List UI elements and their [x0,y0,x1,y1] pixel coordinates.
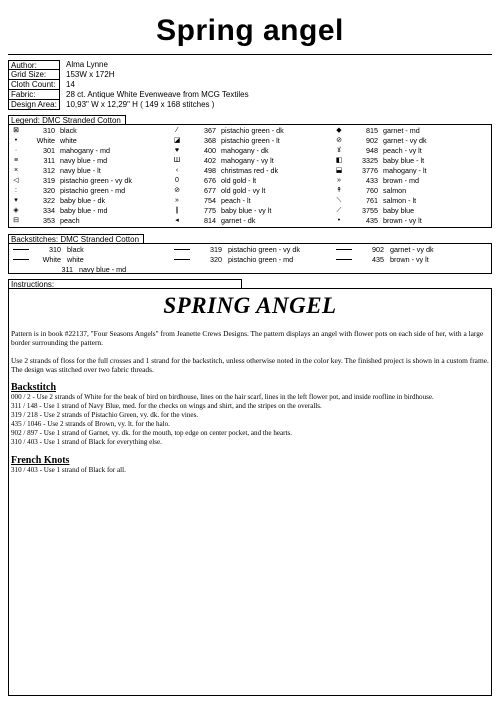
backstitch-line-icon [336,259,352,260]
info-row-cloth-count [8,80,249,90]
floss-name: mahogany - dk [221,146,269,155]
floss-code: White [42,255,61,264]
stitch-symbol-icon: Ш [173,157,181,164]
stitch-symbol-icon: ⊠ [13,127,19,134]
legend-item [172,176,330,185]
legend-item [172,206,330,215]
floss-code: 435 [372,255,384,264]
stitch-symbol-icon: ⟍ [336,197,342,204]
floss-name: salmon [383,186,407,195]
legend-table [8,124,492,228]
intro-paragraph: Pattern is in book #22137, "Four Seasons Angels" from Jeanette Crews Designs. The pattern displays an angel with flower pots on each side of her, with a large border surrounding the pattern. [11,329,484,347]
backstitch-item [172,255,330,264]
legend-item [11,206,169,215]
floss-name: black [67,245,84,254]
floss-name: pistachio green - lt [221,136,280,145]
legend-item [334,166,492,175]
floss-name: baby blue - lt [383,156,425,165]
backstitch-item [23,265,181,274]
floss-code: 319 [210,245,222,254]
backstitch-line-icon [336,249,352,250]
strands-paragraph: Use 2 strands of floss for the full crosses and 1 strand for the backstitch, unless otherwise noted in the color key. The finished project is shown in a custom frame. The design was stitched over two fabric threads. [11,356,489,374]
info-label: Fabric: [8,90,60,100]
floss-code: 402 [204,156,216,165]
stitch-symbol-icon: ⊘ [336,137,342,144]
stitch-symbol-icon: ↟ [336,187,342,194]
legend-item [172,146,330,155]
floss-code: 677 [204,186,216,195]
backstitch-table [8,243,492,274]
info-value: 153W x 172H [66,70,115,79]
legend-item [334,176,492,185]
floss-code: 310 [49,245,61,254]
floss-name: mahogany - lt [383,166,427,175]
french-knots-instructions [9,466,491,475]
stitch-symbol-icon: ◆ [336,127,342,134]
floss-name: old gold - lt [221,176,257,185]
floss-code: 311 [43,156,55,165]
stitch-symbol-icon: ◧ [335,157,343,164]
info-row-grid-size [8,70,249,80]
floss-name: old gold - vy lt [221,186,266,195]
floss-name: navy blue - md [79,265,127,274]
floss-code: 320 [210,255,222,264]
floss-code: 334 [43,206,55,215]
floss-name: brown - vy lt [383,216,422,225]
floss-code: 498 [204,166,216,175]
floss-name: pistachio green - md [228,255,294,264]
backstitch-line-icon [13,249,29,250]
floss-name: mahogany - md [60,146,110,155]
floss-name: black [60,126,77,135]
floss-code: 312 [43,166,55,175]
floss-code: 815 [366,126,378,135]
legend-header: Legend: DMC Stranded Cotton [8,115,126,125]
backstitch-item [172,245,330,254]
stitch-symbol-icon: ◁ [13,177,19,184]
legend-item [334,216,492,225]
backstitch-item [11,255,169,264]
backstitch-line-icon [174,259,190,260]
backstitch-instruction-line: 310 / 403 - Use 1 strand of Black for everything else. [11,438,162,446]
legend-item [172,216,330,225]
legend-item [11,156,169,165]
stitch-symbol-icon: » [175,197,179,204]
info-value: 28 ct. Antique White Evenweave from MCG Textiles [66,90,249,99]
floss-code: 311 [61,265,73,274]
floss-code: 3755 [362,206,378,215]
stitch-symbol-icon: ⊘ [174,187,180,194]
info-row-fabric [8,90,249,100]
info-label: Author: [8,60,60,70]
stitch-symbol-icon: ⬓ [335,167,343,174]
floss-code: 433 [366,176,378,185]
legend-item [11,186,169,195]
backstitch-section-title: Backstitch [11,382,56,393]
stitch-symbol-icon: ⁄ [176,127,178,134]
floss-name: pistachio green - vy dk [60,176,132,185]
floss-name: pistachio green - md [60,186,126,195]
floss-name: white [60,136,77,145]
info-row-author [8,60,249,70]
stitch-symbol-icon: ∥ [175,207,179,214]
instructions-panel [8,288,492,696]
stitch-symbol-icon: ‹ [175,167,179,174]
legend-item [172,126,330,135]
floss-code: 3776 [362,166,378,175]
floss-code: White [36,136,55,145]
floss-code: 435 [366,216,378,225]
legend-item [172,136,330,145]
floss-name: baby blue - dk [60,196,106,205]
info-row-design-area [8,100,249,110]
floss-name: christmas red - dk [221,166,279,175]
stitch-symbol-icon: » [337,177,341,184]
floss-name: garnet - vy dk [390,245,434,254]
legend-item [334,206,492,215]
floss-name: garnet - md [383,126,420,135]
legend-item [334,156,492,165]
stitch-symbol-icon: · [14,147,18,154]
backstitch-header: Backstitches: DMC Stranded Cotton [8,234,144,244]
backstitch-item [11,245,169,254]
stitch-symbol-icon: ♥ [174,147,180,154]
instructions-header: Instructions: [8,279,242,289]
stitch-symbol-icon: ꙋ [337,147,341,154]
stitch-symbol-icon: 0 [175,177,179,184]
floss-name: pistachio green - vy dk [228,245,300,254]
floss-name: peach [60,216,80,225]
stitch-symbol-icon: ⟋ [336,207,342,214]
info-value: Alma Lynne [66,60,108,69]
floss-code: 353 [43,216,55,225]
floss-name: brown - md [383,176,419,185]
floss-code: 676 [204,176,216,185]
legend-item [334,186,492,195]
floss-code: 760 [366,186,378,195]
floss-name: baby blue [383,206,415,215]
backstitch-instruction-line: 000 / 2 - Use 2 strands of White for the beak of bird on birdhouse, lines on the hair scarf, lines in the left flower pot, and inside roofline in birdhouse. [11,393,434,401]
stitch-symbol-icon: × [13,167,19,174]
legend-item [172,186,330,195]
backstitch-instruction-line: 902 / 897 - Use 1 strand of Garnet, vy. dk. for the mouth, top edge on center pocket, and the hearts. [11,429,293,437]
legend-item [11,146,169,155]
floss-code: 368 [204,136,216,145]
floss-name: navy blue - md [60,156,108,165]
legend-item [172,166,330,175]
info-value: 10,93" W x 12,29" H ( 149 x 168 stitches ) [66,100,215,109]
backstitch-line-icon [13,259,29,260]
backstitch-item [334,255,492,264]
stitch-symbol-icon: : [15,187,17,194]
floss-name: pistachio green - dk [221,126,284,135]
legend-item [172,196,330,205]
info-table [8,60,249,110]
floss-code: 814 [204,216,216,225]
instructions-title: SPRING ANGEL [163,293,337,318]
backstitch-instruction-line: 435 / 1046 - Use 2 strands of Brown, vy. lt. for the halo. [11,420,170,428]
floss-code: 775 [204,206,216,215]
legend-item [11,196,169,205]
stitch-symbol-icon: ◈ [13,207,19,214]
floss-name: garnet - vy dk [383,136,427,145]
floss-code: 902 [366,136,378,145]
stitch-symbol-icon: ◪ [173,137,181,144]
info-value: 14 [66,80,75,89]
backstitch-instruction-line: 319 / 218 - Use 2 strands of Pistachio Green, vy. dk. for the vines. [11,411,199,419]
floss-code: 948 [366,146,378,155]
floss-name: garnet - dk [221,216,256,225]
floss-code: 754 [204,196,216,205]
legend-item [11,166,169,175]
legend-item [11,136,169,145]
pattern-title: Spring angel [156,14,344,47]
french-knots-section-title: French Knots [11,455,70,466]
legend-item [11,216,169,225]
floss-code: 367 [204,126,216,135]
backstitch-instruction-line: 311 / 148 - Use 1 strand of Navy Blue, med. for the checks on wings and shirt, and the stripes on the overalls. [11,402,322,410]
info-label: Grid Size: [8,70,60,80]
floss-name: white [67,255,84,264]
floss-code: 761 [366,196,378,205]
legend-item [172,156,330,165]
floss-code: 320 [43,186,55,195]
floss-name: baby blue - vy lt [221,206,272,215]
french-knot-instruction-line: 310 / 403 - Use 1 strand of Black for all. [11,466,126,474]
stitch-symbol-icon: ⊟ [13,217,19,224]
stitch-symbol-icon: • [14,137,18,144]
legend-item [11,176,169,185]
floss-code: 319 [43,176,55,185]
legend-item [334,126,492,135]
stitch-symbol-icon: • [337,217,341,224]
floss-name: peach - lt [221,196,251,205]
floss-code: 310 [43,126,55,135]
floss-name: peach - vy lt [383,146,422,155]
info-label: Design Area: [8,100,60,110]
floss-name: navy blue - lt [60,166,101,175]
stitch-symbol-icon: ▾ [14,197,18,204]
info-label: Cloth Count: [8,80,60,90]
backstitch-item [334,245,492,254]
legend-item [334,146,492,155]
floss-name: mahogany - vy lt [221,156,274,165]
floss-code: 301 [43,146,55,155]
stitch-symbol-icon: ≡ [13,157,19,164]
backstitch-instructions [9,393,491,447]
floss-code: 322 [43,196,55,205]
floss-code: 902 [372,245,384,254]
legend-item [11,126,169,135]
floss-code: 400 [204,146,216,155]
title-divider [8,54,492,55]
stitch-symbol-icon: ◂ [175,217,179,224]
floss-code: 3325 [362,156,378,165]
backstitch-line-icon [174,249,190,250]
legend-item [334,136,492,145]
legend-item [334,196,492,205]
floss-name: baby blue - md [60,206,108,215]
floss-name: brown - vy lt [390,255,429,264]
floss-name: salmon - lt [383,196,417,205]
